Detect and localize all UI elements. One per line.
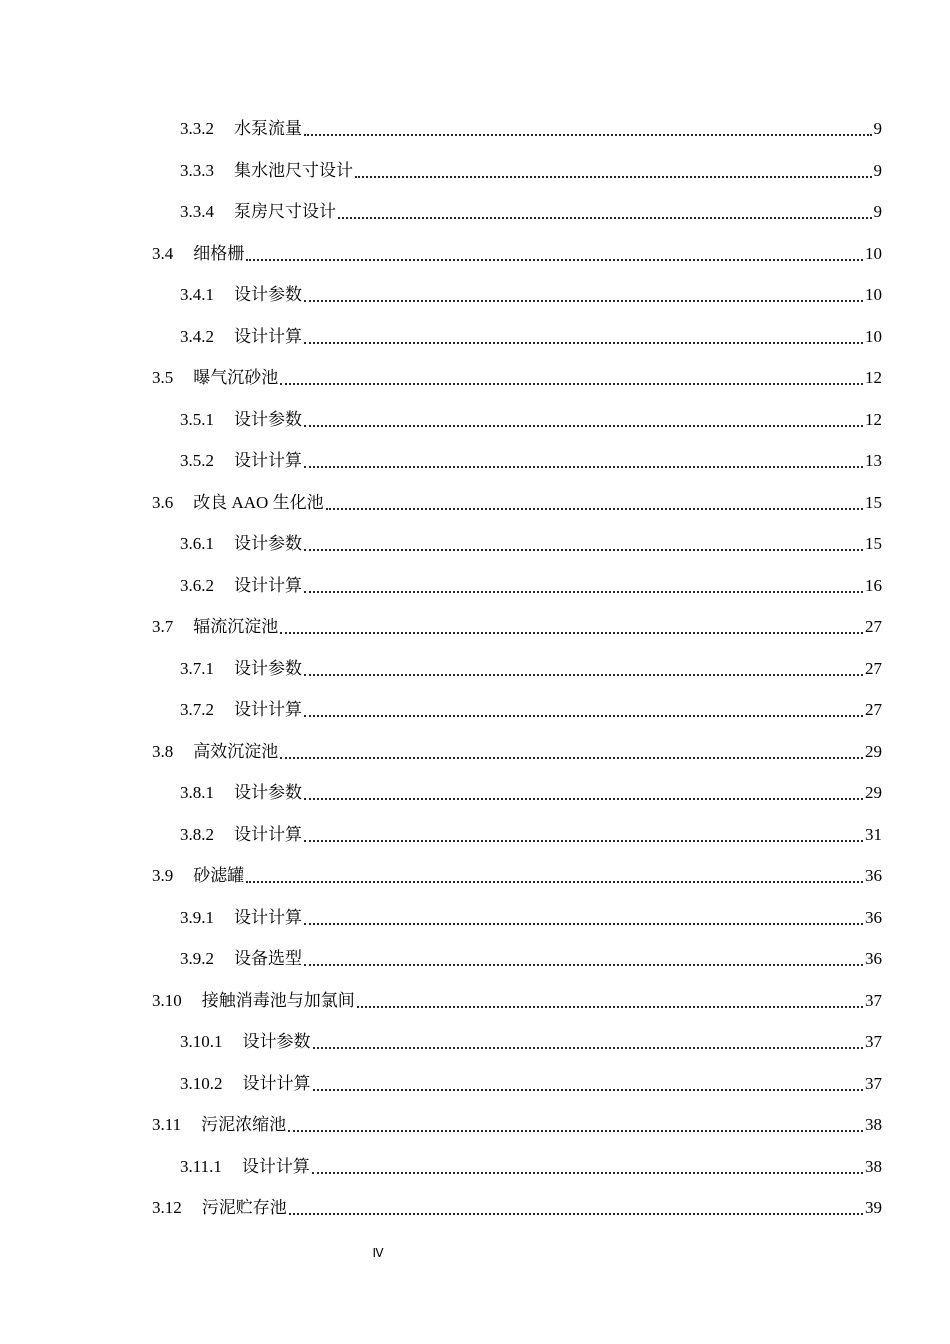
dot-leader: [304, 587, 863, 593]
toc-entry-number: 3.9.1: [180, 907, 214, 927]
toc-entry-title: 设计计算: [242, 1073, 311, 1093]
toc-entry-page: 9: [873, 160, 882, 180]
toc-entry-number: 3.5.1: [180, 409, 214, 429]
dot-leader: [304, 462, 863, 468]
toc-entry[interactable]: [152, 733, 882, 763]
toc-entry-page: 9: [873, 202, 882, 221]
dot-leader: [304, 338, 863, 344]
toc-entry-page: 36: [865, 907, 882, 927]
toc-entry-page: 10: [865, 285, 882, 304]
toc-entry-title: 辐流沉淀池: [193, 617, 279, 636]
toc-entry-title: 砂滤罐: [193, 866, 245, 885]
dot-leader: [246, 877, 863, 883]
toc-entry-number: 3.11: [152, 1115, 182, 1134]
toc-entry[interactable]: [180, 193, 882, 223]
toc-entry-page: 13: [865, 451, 882, 470]
dot-leader: [312, 1168, 863, 1174]
dot-leader: [280, 628, 863, 634]
toc-entry-page: 37: [865, 990, 882, 1010]
dot-leader: [357, 1002, 863, 1008]
toc-entry[interactable]: [152, 235, 882, 265]
dot-leader: [304, 836, 863, 842]
toc-entry-page: 9: [873, 119, 882, 138]
toc-entry-number: 3.7.1: [180, 658, 214, 678]
toc-entry[interactable]: [180, 152, 882, 182]
toc-entry-number: 3.3.3: [180, 160, 214, 180]
toc-entry-title: 设计参数: [234, 534, 302, 553]
toc-entry-number: 3.4.2: [180, 326, 214, 346]
toc-entry-title: 设计参数: [234, 658, 302, 678]
toc-entry-title: 高效沉淀池: [193, 741, 279, 761]
toc-entry-title: 泵房尺寸设计: [234, 202, 336, 221]
toc-entry-page: 36: [865, 866, 882, 885]
dot-leader: [304, 296, 863, 302]
toc-entry-number: 3.4: [152, 243, 174, 263]
toc-entry-title: 设计计算: [234, 907, 302, 927]
toc-entry-page: 37: [865, 1032, 882, 1051]
dot-leader: [246, 255, 863, 261]
toc-entry-title: 设备选型: [234, 949, 302, 968]
toc-entry-number: 3.7.2: [180, 700, 214, 719]
toc-entry-title: 设计计算: [234, 700, 302, 719]
toc-entry[interactable]: [180, 1023, 882, 1053]
toc-entry-number: 3.8.2: [180, 824, 214, 844]
toc-entry-number: 3.12: [152, 1198, 182, 1217]
toc-entry-page: 27: [865, 658, 882, 678]
dot-leader: [304, 545, 863, 551]
dot-leader: [338, 213, 872, 219]
toc-entry-title: 水泵流量: [234, 119, 302, 138]
dot-leader: [304, 794, 863, 800]
toc-entry[interactable]: [180, 774, 882, 804]
toc-entry-title: 设计参数: [234, 285, 302, 304]
toc-entry-page: 15: [865, 492, 882, 512]
toc-entry-page: 31: [865, 824, 882, 844]
toc-entry[interactable]: [152, 1189, 882, 1219]
dot-leader: [355, 172, 872, 178]
toc-entry-title: 设计参数: [234, 409, 302, 429]
toc-entry[interactable]: [180, 276, 882, 306]
toc-entry[interactable]: [152, 857, 882, 887]
toc-entry-number: 3.5: [152, 368, 174, 387]
toc-entry-page: 16: [865, 575, 882, 595]
toc-entry-page: 12: [865, 368, 882, 387]
toc-entry-number: 3.11.1: [180, 1156, 222, 1176]
toc-entry-title: 设计参数: [242, 1032, 311, 1051]
dot-leader: [304, 130, 872, 136]
toc-entry-title: 设计计算: [234, 326, 302, 346]
dot-leader: [289, 1209, 863, 1215]
toc-entry[interactable]: [152, 484, 882, 514]
dot-leader: [288, 1126, 863, 1132]
toc-entry-number: 3.8.1: [180, 783, 214, 802]
toc-entry-page: 29: [865, 741, 882, 761]
toc-entry-number: 3.4.1: [180, 285, 214, 304]
toc-entry[interactable]: [180, 816, 882, 846]
toc-entry-number: 3.9.2: [180, 949, 214, 968]
toc-entry[interactable]: [180, 691, 882, 721]
toc-entry-title: 设计计算: [234, 824, 302, 844]
toc-entry-number: 3.10.2: [180, 1073, 223, 1093]
toc-entry-page: 37: [865, 1073, 882, 1093]
toc-entry-number: 3.10.1: [180, 1032, 223, 1051]
toc-entry[interactable]: [180, 650, 882, 680]
toc-entry-title: 细格栅: [193, 243, 245, 263]
toc-entry-title: 改良 AAO 生化池: [193, 492, 324, 512]
dot-leader: [304, 919, 863, 925]
toc-entry-number: 3.7: [152, 617, 174, 636]
toc-entry[interactable]: [152, 982, 882, 1012]
toc-entry[interactable]: [180, 401, 882, 431]
dot-leader: [304, 711, 863, 717]
toc-entry[interactable]: [180, 442, 882, 472]
toc-entry-number: 3.6.2: [180, 575, 214, 595]
toc-entry-title: 集水池尺寸设计: [234, 160, 353, 180]
toc-entry[interactable]: [152, 359, 882, 389]
toc-entry-number: 3.10: [152, 990, 182, 1010]
toc-entry-title: 设计参数: [234, 783, 302, 802]
toc-entry-page: 38: [865, 1115, 882, 1134]
toc-entry-title: 设计计算: [241, 1156, 310, 1176]
dot-leader: [304, 960, 863, 966]
toc-entry[interactable]: [180, 525, 882, 555]
toc-entry-page: 27: [865, 617, 882, 636]
toc-entry-page: 10: [865, 326, 882, 346]
dot-leader: [326, 504, 863, 510]
dot-leader: [280, 379, 863, 385]
toc-entry-page: 29: [865, 783, 882, 802]
page-number: Ⅳ: [372, 1246, 384, 1260]
toc-entry-page: 15: [865, 534, 882, 553]
toc-entry-title: 污泥贮存池: [201, 1198, 287, 1217]
toc-entry-page: 38: [865, 1156, 882, 1176]
toc-entry-title: 接触消毒池与加氯间: [201, 990, 355, 1010]
toc-entry-page: 12: [865, 409, 882, 429]
toc-entry-page: 10: [865, 243, 882, 263]
toc-entry-number: 3.3.4: [180, 202, 214, 221]
toc-entry[interactable]: [180, 318, 882, 348]
toc-entry[interactable]: [180, 110, 882, 140]
toc-entry-page: 36: [865, 949, 882, 968]
toc-entry[interactable]: [180, 567, 882, 597]
toc-entry-number: 3.6.1: [180, 534, 214, 553]
toc-entry-title: 设计计算: [234, 575, 302, 595]
dot-leader: [280, 753, 863, 759]
toc-entry-number: 3.8: [152, 741, 174, 761]
toc-entry-page: 27: [865, 700, 882, 719]
toc-entry[interactable]: [180, 899, 882, 929]
toc-entry-title: 设计计算: [234, 451, 302, 470]
toc-entry-number: 3.6: [152, 492, 174, 512]
toc-entry[interactable]: [180, 1065, 882, 1095]
toc-entry-number: 3.3.2: [180, 119, 214, 138]
dot-leader: [313, 1043, 864, 1049]
toc-entry[interactable]: [180, 940, 882, 970]
dot-leader: [304, 670, 863, 676]
toc-entry-number: 3.5.2: [180, 451, 214, 470]
toc-entry-title: 污泥浓缩池: [201, 1115, 287, 1134]
dot-leader: [304, 421, 863, 427]
toc-entry[interactable]: [152, 1106, 882, 1136]
toc-entry[interactable]: [152, 608, 882, 638]
toc-entry[interactable]: [180, 1148, 882, 1178]
toc-entry-number: 3.9: [152, 866, 174, 885]
toc-entry-page: 39: [865, 1198, 882, 1217]
toc-entry-title: 曝气沉砂池: [193, 368, 279, 387]
dot-leader: [313, 1085, 864, 1091]
